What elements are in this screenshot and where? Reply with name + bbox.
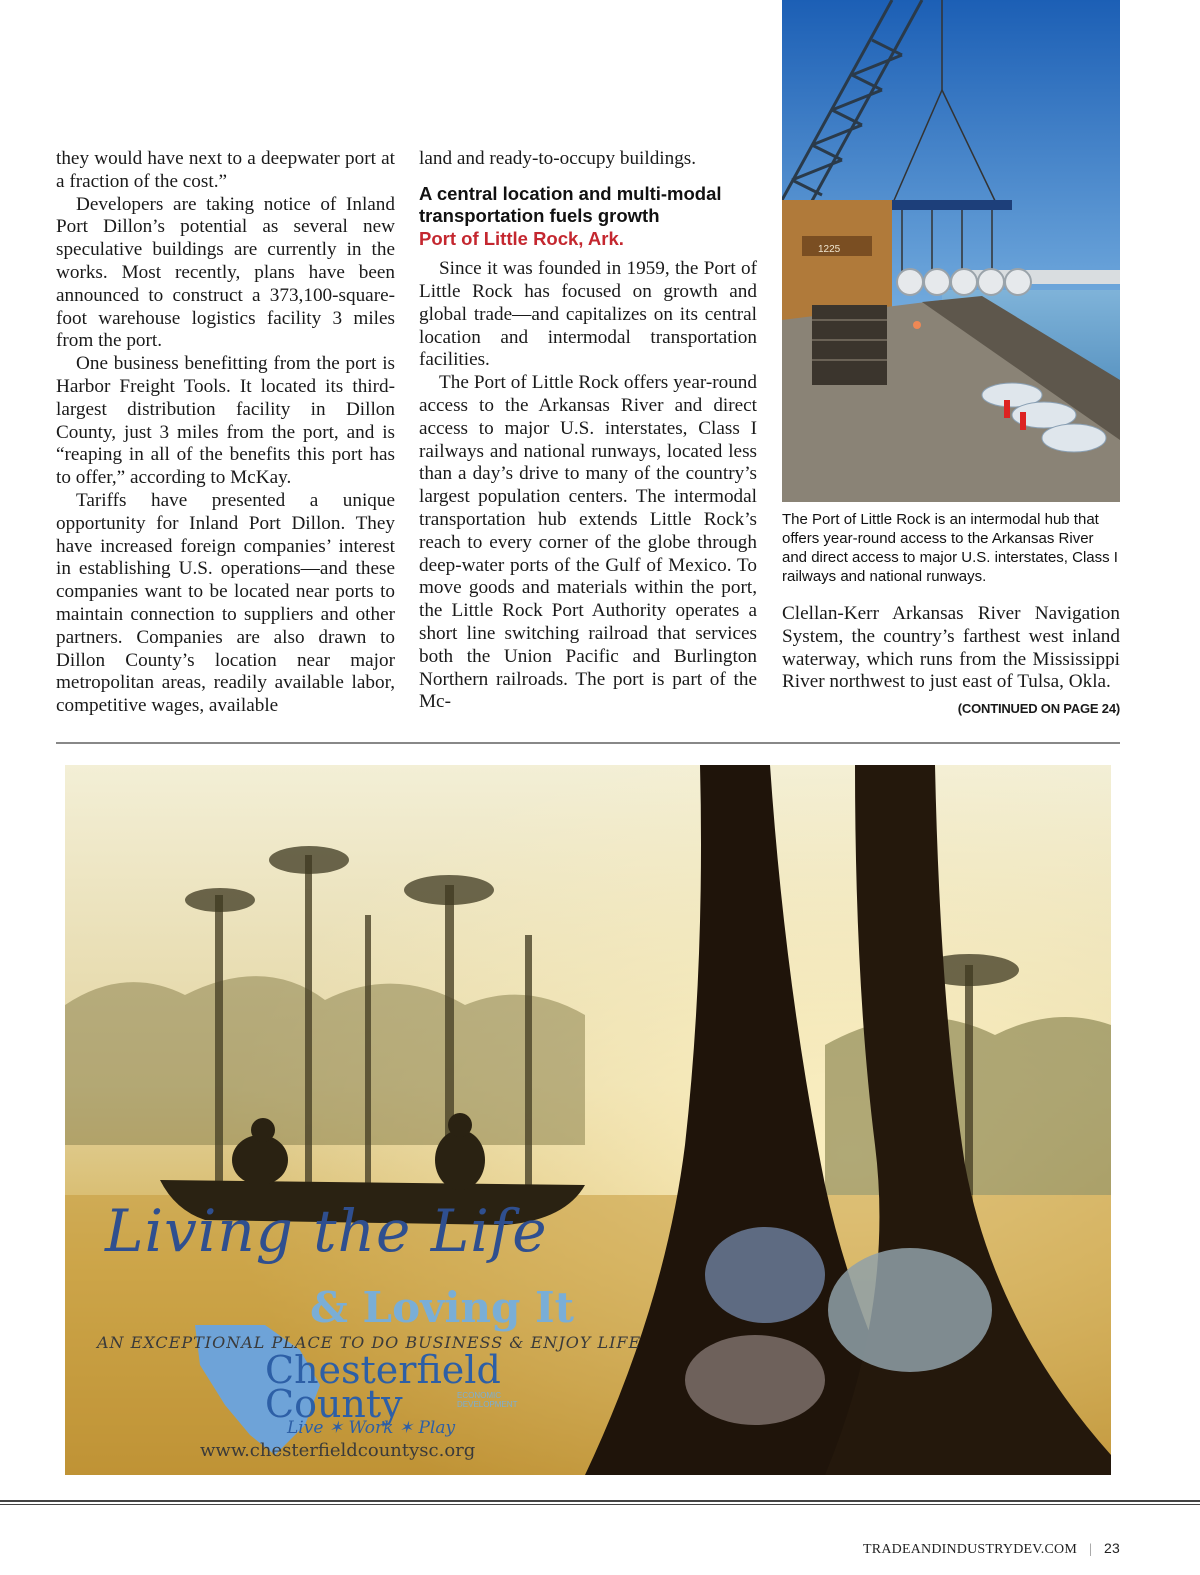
ad-motto: Live ✶ Work ✶ Play	[287, 1418, 456, 1438]
footer-site: TRADEANDINDUSTRYDEV.COM	[863, 1542, 1077, 1557]
paragraph: Tariffs have presented a unique opportunity for Inland Port Dillon. They have increased foreign companies’ interest in establishing U.S. operations—and these companies want to be located near ports to maintain connection to suppliers and other partners. Companies are also drawn to Dillon County’s location near major metropolitan areas, readily available labor, competitive wages, available	[56, 489, 395, 717]
subhead-place: Port of Little Rock, Ark.	[419, 227, 624, 249]
page-number: 23	[1104, 1540, 1120, 1556]
ad-subheadline	[310, 1283, 574, 1332]
paragraph: land and ready-to-occupy buildings.	[419, 148, 697, 169]
section-subhead	[419, 183, 757, 251]
paragraph: One business benefitting from the port is Harbor Freight Tools. It located its third-largest distribution facility in Dillon County, just 3 miles from the port, and is “reaping in all of the benefits this port has to offer,” according to McKay.	[56, 353, 395, 489]
footer-rule-thin	[0, 1504, 1200, 1505]
ad-tagline: AN EXCEPTIONAL PLACE TO DO BUSINESS & ENJOY LIFE	[97, 1333, 642, 1352]
divider-rule	[56, 742, 1120, 744]
footer-rule	[0, 1500, 1200, 1502]
page-footer	[863, 1540, 1120, 1558]
paragraph	[782, 603, 1120, 717]
paragraph-text: Clellan-Kerr Arkansas River Navigation System, the country’s farthest west inland waterway, which runs from the Mississippi River northwest to just east of Tulsa, Okla.	[782, 603, 1120, 693]
subhead-title: A central location and multi-modal transportation fuels growth	[419, 182, 722, 227]
port-photo	[782, 0, 1120, 502]
barge-number: 1225	[818, 244, 841, 255]
ad-ampersand: &	[310, 1283, 348, 1332]
paragraph: Since it was founded in 1959, the Port of Little Rock has focused on growth and global trade—and capitalizes on its central location and intermodal transportation facilities.	[419, 258, 757, 371]
article-column-2	[419, 148, 757, 714]
footer-separator: |	[1089, 1542, 1093, 1557]
paragraph: Developers are taking notice of Inland Port Dillon’s potential as several new speculative buildings are currently in the works. Most recently, plans have been announced to construct a 373,100-square-foot warehouse logistics facility 3 miles from the port.	[56, 193, 395, 352]
ad-county-logo: Chesterfield County	[265, 1348, 501, 1426]
ad-econ-dev: ECONOMIC DEVELOPMENT	[457, 1391, 518, 1409]
ad-text-overlay	[65, 765, 1111, 1475]
ad-url: www.chesterfieldcountysc.org	[200, 1440, 476, 1461]
article-column-1	[56, 148, 395, 718]
continued-note: (CONTINUED ON PAGE 24)	[957, 701, 1120, 717]
ad-subheadline-text: Loving It	[362, 1283, 575, 1332]
photo-caption: The Port of Little Rock is an intermodal hub that offers year-round access to the Arkansas River and direct access to major U.S. interstates, Class I railways and national runways.	[782, 511, 1118, 585]
article-column-3	[782, 603, 1120, 721]
ad-headline: Living the Life	[105, 1197, 548, 1265]
paragraph: The Port of Little Rock offers year-round access to the Arkansas River and direct access to major U.S. interstates, Class I railways and national runways, located less than a day’s drive to many of the country’s largest population centers. The intermodal transportation hub extends Little Rock’s reach to every corner of the globe through deep-water ports of the Gulf of Mexico. To move goods and materials within the port, the Little Rock Port Authority operates a short line switching railroad that services both the Union Pacific and Burlington Northern railroads. The port is part of the Mc-	[419, 372, 757, 713]
paragraph: they would have next to a deepwater port at a fraction of the cost.”	[56, 148, 395, 192]
